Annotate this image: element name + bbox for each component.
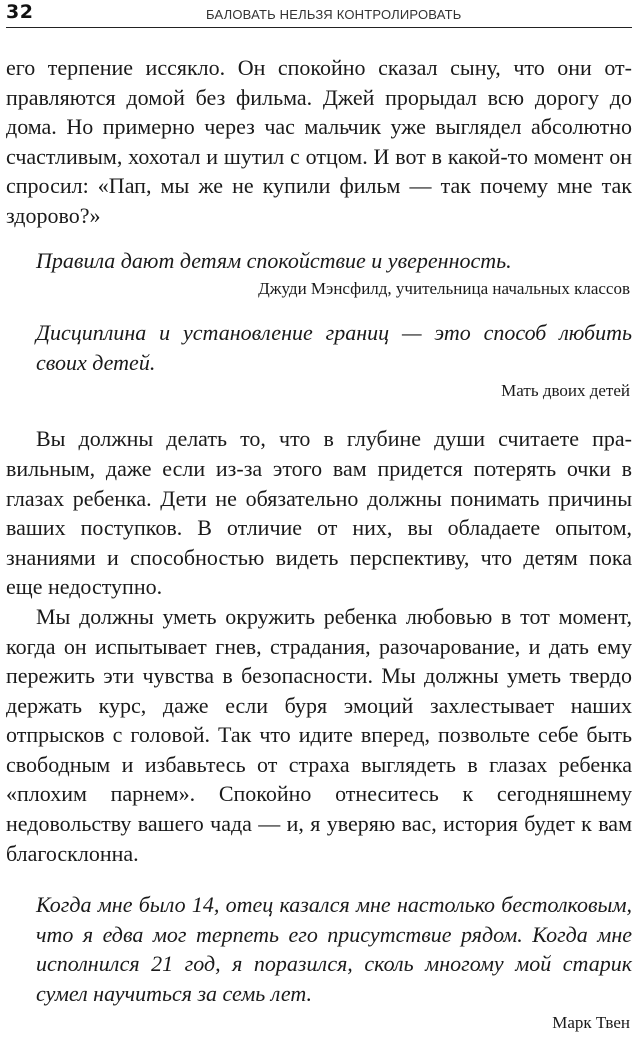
quote-attribution: Джуди Мэнсфилд, учительница начальных классов [258, 279, 630, 299]
paragraph: Мы должны уметь окружить ребенка любовью в тот момент, когда он испытывает гнев, страдания, разочарование, и дать ему пережить эти чувства в безопасности. Мы должны уметь твердо держать курс, даже если буря эмоций захлестывает наших отпрысков с головой. Так что идите вперед, позвольте себе быть свободным и избавьтесь от страха выглядеть в глазах ребенка «плохим парнем». Спокойно отнеситесь к сегодняшнему недовольству вашего чада — и, я уверяю вас, история будет к вам благосклонна. [6, 603, 632, 866]
quote-attribution: Мать двоих детей [501, 381, 630, 401]
quote-text: Когда мне было 14, отец казался мне настолько бестолковым, что я едва мог терпеть его присутствие рядом. Когда мне исполнился 21 год, я поразился, сколь многому мой старик сумел научиться за семь лет. [36, 892, 632, 1007]
page-content [6, 53, 632, 1035]
quote-text: Дисциплина и установление границ — это способ любить своих детей. [36, 320, 632, 375]
page-number: 32 [6, 1, 34, 23]
running-title: БАЛОВАТЬ НЕЛЬЗЯ КОНТРОЛИРОВАТЬ [206, 7, 462, 22]
epigraph-quote [6, 246, 632, 302]
epigraph-quote [6, 890, 632, 1034]
quote-text: Правила дают детям спокойствие и уверенность. [36, 247, 512, 273]
epigraph-quote [6, 318, 632, 403]
quote-attribution: Марк Твен [552, 1012, 630, 1032]
paragraph-continued: его терпение иссякло. Он спокойно сказал сыну, что они отправляются домой без фильма. Джей прорыдал всю дорогу до дома. Но примерно через час мальчик уже выглядел абсолютно счастливым, хохотал и шутил с отцом. И вот в какой-то момент он спросил: «Пап, мы же не купили фильм — так почему мне так здорово?» [6, 55, 632, 228]
page-header [6, 0, 632, 28]
paragraph: Вы должны делать то, что в глубине души считаете правильным, даже если из-за этого вам придется потерять очки в глазах ребенка. Дети не обязательно должны понимать причины ваших поступков. В отличие от них, вы обладаете опытом, знаниями и способностью видеть перспективу, что детям пока еще недоступно. [6, 426, 632, 600]
